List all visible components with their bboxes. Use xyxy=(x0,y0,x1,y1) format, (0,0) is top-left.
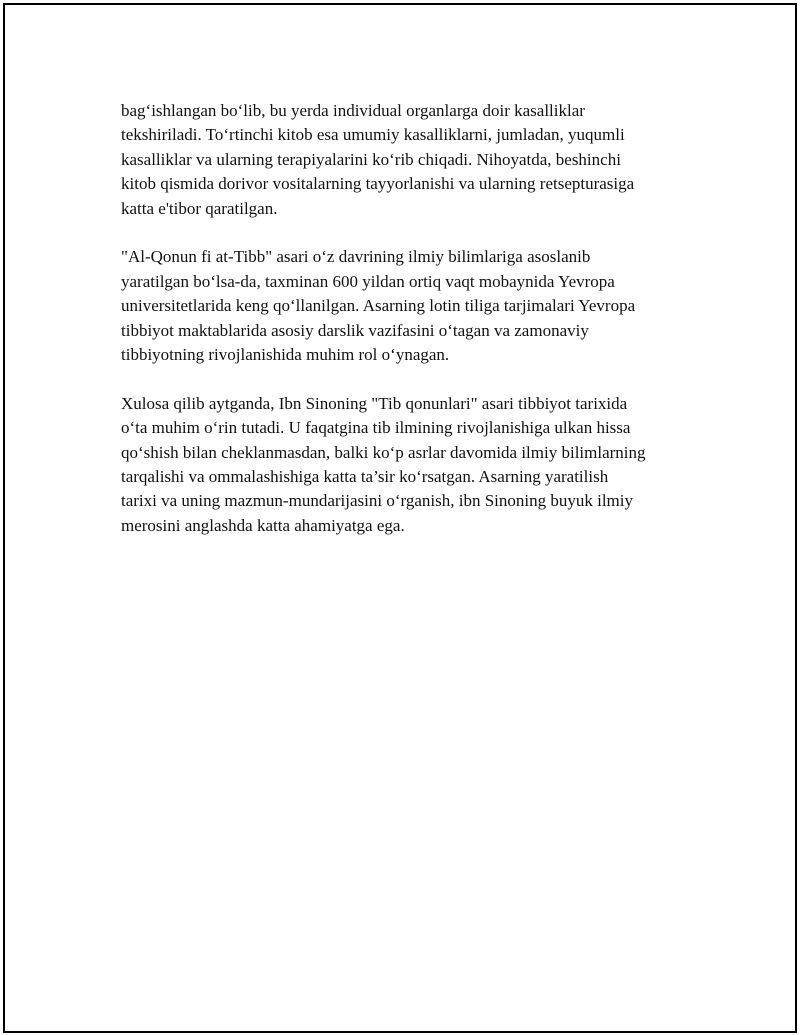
text-line: yaratilgan bo‘lsa-da, taxminan 600 yildan ortiq vaqt mobaynida Yevropa xyxy=(121,271,615,291)
text-line: katta e'tibor qaratilgan. xyxy=(121,198,278,218)
paragraph-1 xyxy=(121,99,701,221)
paragraph-3 xyxy=(121,392,701,538)
text-line: qo‘shish bilan cheklanmasdan, balki ko‘p asrlar davomida ilmiy bilimlarning xyxy=(121,442,646,462)
text-line: tekshiriladi. To‘rtinchi kitob esa umumiy kasalliklarni, jumladan, yuqumli xyxy=(121,125,625,145)
text-line: tarixi va uning mazmun-mundarijasini o‘rganish, ibn Sinoning buyuk ilmiy xyxy=(121,491,633,511)
text-line: tarqalishi va ommalashishiga katta ta’sir ko‘rsatgan. Asarning yaratilish xyxy=(121,467,609,487)
text-line: o‘ta muhim o‘rin tutadi. U faqatgina tib ilmining rivojlanishiga ulkan hissa xyxy=(121,418,631,438)
text-line: bag‘ishlangan bo‘lib, bu yerda individual organlarga doir kasalliklar xyxy=(121,101,585,120)
text-line: tibbiyot maktablarida asosiy darslik vazifasini o‘tagan va zamonaviy xyxy=(121,320,589,340)
document-body xyxy=(121,99,701,563)
text-line: merosini anglashda katta ahamiyatga ega. xyxy=(121,515,405,535)
text-line: tibbiyotning rivojlanishida muhim rol o‘ynagan. xyxy=(121,345,450,365)
paragraph-2 xyxy=(121,245,701,367)
text-line: Xulosa qilib aytganda, Ibn Sinoning "Tib qonunlari" asari tibbiyot tarixida xyxy=(121,393,628,413)
text-line: kasalliklar va ularning terapiyalarini ko‘rib chiqadi. Nihoyatda, beshinchi xyxy=(121,149,621,169)
text-line: kitob qismida dorivor vositalarning tayyorlanishi va ularning retsepturasiga xyxy=(121,174,635,194)
text-line: universitetlarida keng qo‘llanilgan. Asarning lotin tiliga tarjimalari Yevropa xyxy=(121,296,636,316)
page-frame xyxy=(3,3,797,1033)
text-line: "Al-Qonun fi at-Tibb" asari o‘z davrining ilmiy bilimlariga asoslanib xyxy=(121,247,591,267)
